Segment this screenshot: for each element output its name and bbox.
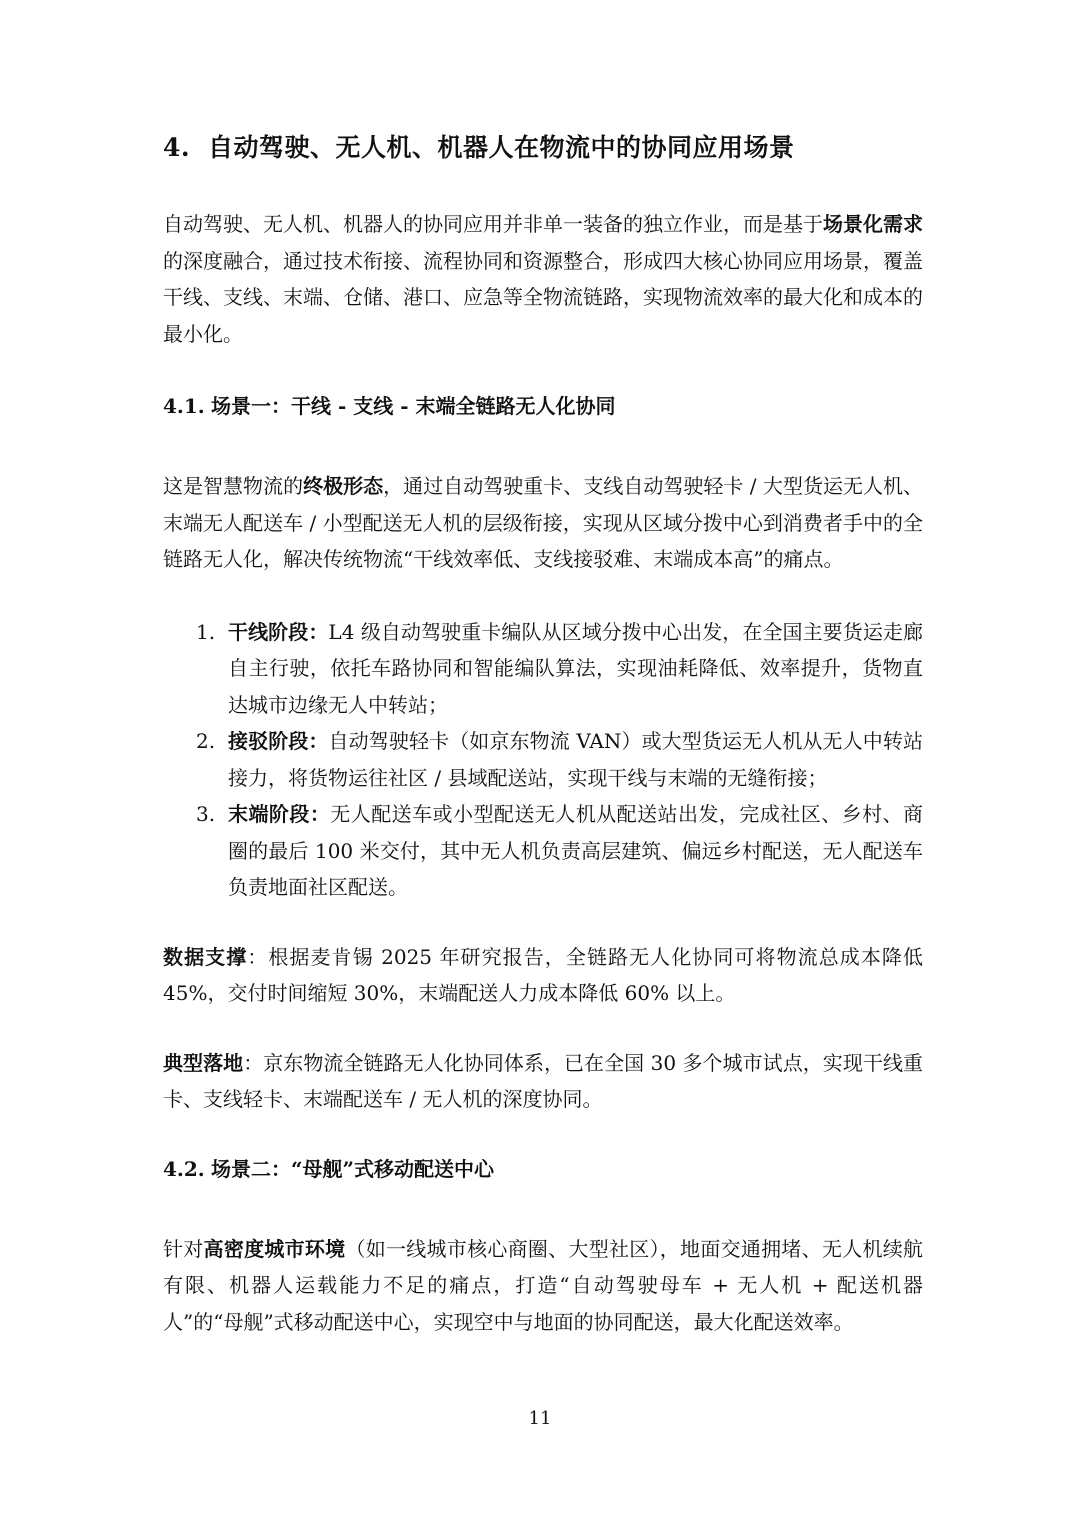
example-paragraph xyxy=(163,1045,923,1118)
list-item-text: 无人配送车或小型配送无人机从配送站出发，完成社区、乡村、商圈的最后 100 米交付，其中无人机负责高层建筑、偏远乡村配送，无人配送车负责地面社区配送。 xyxy=(228,802,924,899)
data-support-text: ：根据麦肯锡 2025 年研究报告，全链路无人化协同可将物流总成本降低 45%，交付时间缩短 30%，末端配送人力成本降低 60% 以上。 xyxy=(163,944,923,1005)
list-item-label: 接驳阶段： xyxy=(228,729,329,753)
intro-text-start: 自动驾驶、无人机、机器人的协同应用并非单一装备的独立作业，而是基于 xyxy=(163,212,823,236)
subsection-intro-paragraph xyxy=(163,1231,923,1341)
subsection-heading-4-1 xyxy=(163,388,923,424)
subsection-number: 4.1. xyxy=(163,394,205,418)
subsection-title: 场景二：“母舰”式移动配送中心 xyxy=(211,1156,495,1181)
section-number: 4. xyxy=(163,133,191,162)
section-intro-paragraph xyxy=(163,206,923,352)
page-content xyxy=(163,130,923,1340)
list-item-text: L4 级自动驾驶重卡编队从区域分拨中心出发，在全国主要货运走廊自主行驶，依托车路协同和智能编队算法，实现油耗降低、效率提升，货物直达城市边缘无人中转站； xyxy=(228,619,923,717)
list-item xyxy=(163,723,923,796)
list-item-number: 1. xyxy=(196,619,216,644)
sub1-text-end: ，通过自动驾驶重卡、支线自动驾驶轻卡 / 大型货运无人机、末端无人配送车 / 小型配送无人机的层级衔接，实现从区域分拨中心到消费者手中的全链路无人化，解决传统物流“干线效率低、支线接驳难、末端成本高”的痛点。 xyxy=(163,474,924,571)
page-number: 11 xyxy=(528,1408,552,1429)
sub2-text-start: 针对 xyxy=(163,1236,204,1261)
intro-bold-term: 场景化需求 xyxy=(823,212,923,236)
sub2-text-end: （如一线城市核心商圈、大型社区），地面交通拥堵、无人机续航有限、机器人运载能力不足的痛点，打造“自动驾驶母车 + 无人机 + 配送机器人”的“母舰”式移动配送中心，实现空中与地面的协同配送，最大化配送效率。 xyxy=(163,1236,924,1334)
example-text: ：京东物流全链路无人化协同体系，已在全国 30 多个城市试点，实现干线重卡、支线轻卡、末端配送车 / 无人机的深度协同。 xyxy=(163,1050,923,1111)
stage-list xyxy=(163,614,923,906)
list-item xyxy=(163,614,923,724)
sub1-text-start: 这是智慧物流的 xyxy=(163,474,304,498)
subsection-number: 4.2. xyxy=(163,1156,205,1181)
list-item-label: 干线阶段： xyxy=(228,619,329,644)
subsection-title: 场景一：干线 - 支线 - 末端全链路无人化协同 xyxy=(211,394,616,418)
list-item-number: 2. xyxy=(196,729,216,753)
subsection-intro-paragraph xyxy=(163,468,923,578)
intro-text-end: 的深度融合，通过技术衔接、流程协同和资源整合，形成四大核心协同应用场景，覆盖干线、支线、末端、仓储、港口、应急等全物流链路，实现物流效率的最大化和成本的最小化。 xyxy=(163,248,923,346)
list-item xyxy=(163,796,923,906)
subsection-heading-4-2 xyxy=(163,1151,923,1187)
example-label: 典型落地 xyxy=(163,1050,244,1075)
section-heading xyxy=(163,130,923,166)
list-item-label: 末端阶段： xyxy=(228,802,331,826)
list-item-text: 自动驾驶轻卡（如京东物流 VAN）或大型货运无人机从无人中转站接力，将货物运往社区 / 县域配送站，实现干线与末端的无缝衔接； xyxy=(228,729,923,790)
data-support-paragraph xyxy=(163,939,923,1012)
data-support-label: 数据支撑 xyxy=(163,944,248,969)
sub1-bold-term: 终极形态 xyxy=(303,474,384,498)
section-title: 自动驾驶、无人机、机器人在物流中的协同应用场景 xyxy=(208,133,795,162)
sub2-bold-term: 高密度城市环境 xyxy=(203,1236,346,1261)
list-item-number: 3. xyxy=(196,802,216,826)
